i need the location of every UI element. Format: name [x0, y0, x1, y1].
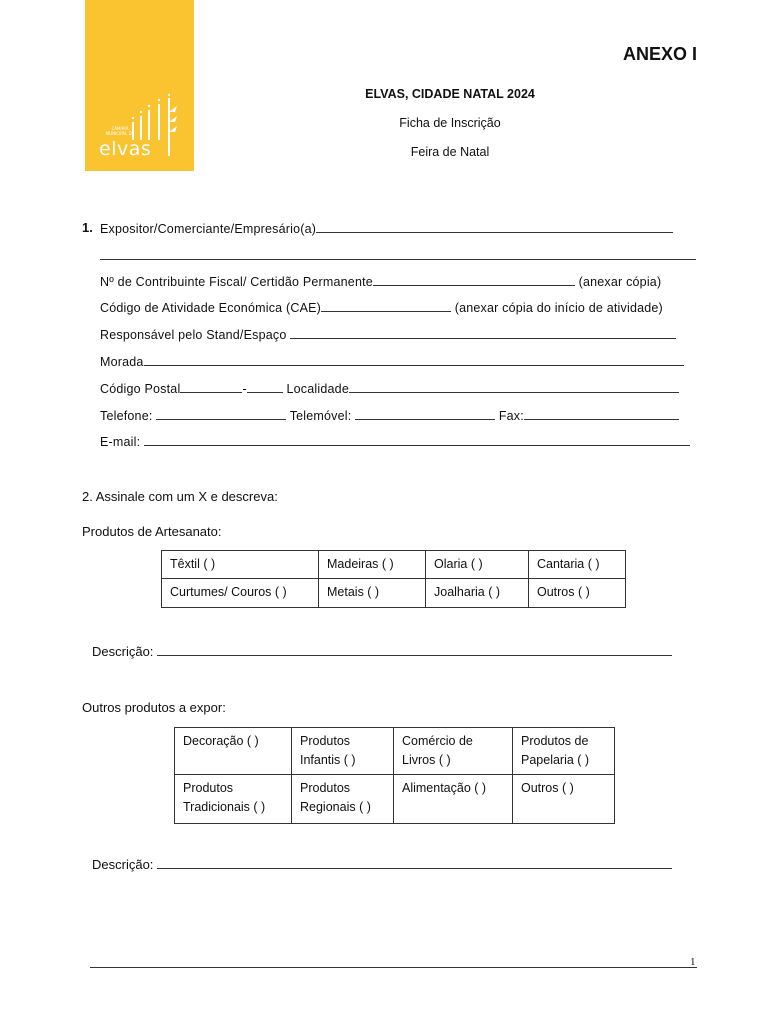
document-subtitle: Ficha de Inscrição — [399, 116, 501, 130]
table-cell[interactable]: Cantaria ( ) — [529, 551, 626, 579]
artesanato-table — [161, 550, 626, 608]
table-cell[interactable]: Joalharia ( ) — [426, 579, 529, 608]
logo-name: elvas — [99, 138, 152, 160]
section2-heading: 2. Assinale com um X e descreva: — [82, 489, 278, 504]
telemovel-label: Telemóvel: — [289, 409, 352, 423]
fax-label: Fax: — [498, 409, 524, 423]
descricao-label: Descrição: — [92, 644, 154, 659]
table-cell[interactable]: Outros ( ) — [513, 775, 615, 824]
cae-field[interactable] — [100, 299, 663, 315]
table-cell[interactable]: Comércio de Livros ( ) — [394, 728, 513, 775]
table-cell[interactable]: Olaria ( ) — [426, 551, 529, 579]
table-cell[interactable]: Madeiras ( ) — [319, 551, 426, 579]
nif-label: Nº de Contribuinte Fiscal/ Certidão Permanente — [100, 275, 373, 289]
cae-note: (anexar cópia do início de atividade) — [454, 301, 663, 315]
table-row — [175, 775, 615, 824]
document-title: ELVAS, CIDADE NATAL 2024 — [365, 87, 535, 101]
section1-number: 1. — [82, 220, 93, 235]
logo-small-text: CÂMARA MUNICIPAL DE — [105, 126, 135, 136]
table-cell[interactable]: Produtos Tradicionais ( ) — [175, 775, 292, 824]
responsavel-label: Responsável pelo Stand/Espaço — [100, 328, 287, 342]
footer-divider — [90, 967, 697, 968]
morada-label: Morada — [100, 355, 144, 369]
table-row — [162, 551, 626, 579]
nif-note: (anexar cópia) — [578, 275, 662, 289]
annex-title: ANEXO I — [622, 44, 697, 64]
expositor-field[interactable] — [100, 220, 673, 236]
localidade-label: Localidade — [286, 382, 349, 396]
table-cell[interactable]: Produtos Regionais ( ) — [292, 775, 394, 824]
nif-field[interactable] — [100, 273, 661, 289]
event-name: Feira de Natal — [410, 145, 490, 159]
table-cell[interactable]: Outros ( ) — [529, 579, 626, 608]
outros-table — [174, 727, 615, 824]
artesanato-title: Produtos de Artesanato: — [82, 524, 222, 539]
codigo-postal-field[interactable] — [100, 380, 679, 396]
responsavel-field[interactable] — [100, 326, 676, 342]
table-cell[interactable]: Produtos Infantis ( ) — [292, 728, 394, 775]
descricao-label: Descrição: — [92, 857, 154, 872]
table-cell[interactable]: Curtumes/ Couros ( ) — [162, 579, 319, 608]
email-field[interactable] — [100, 433, 690, 449]
expositor-label: Expositor/Comerciante/Empresário(a) — [100, 222, 317, 236]
expositor-field-line2[interactable] — [100, 247, 696, 263]
table-cell[interactable]: Alimentação ( ) — [394, 775, 513, 824]
cae-label: Código de Atividade Económica (CAE) — [100, 301, 322, 315]
table-cell[interactable]: Produtos de Papelaria ( ) — [513, 728, 615, 775]
page-number: 1 — [690, 956, 696, 968]
email-label: E-mail: — [100, 435, 141, 449]
contact-field[interactable] — [100, 407, 679, 423]
telefone-label: Telefone: — [100, 409, 153, 423]
cp-separator: - — [242, 382, 247, 396]
table-row — [175, 728, 615, 775]
outros-title: Outros produtos a expor: — [82, 700, 226, 715]
descricao-field-1[interactable] — [92, 643, 672, 659]
morada-field[interactable] — [100, 353, 684, 369]
codigo-postal-label: Código Postal — [100, 382, 181, 396]
table-cell[interactable]: Têxtil ( ) — [162, 551, 319, 579]
table-row — [162, 579, 626, 608]
table-cell[interactable]: Decoração ( ) — [175, 728, 292, 775]
descricao-field-2[interactable] — [92, 856, 672, 872]
table-cell[interactable]: Metais ( ) — [319, 579, 426, 608]
